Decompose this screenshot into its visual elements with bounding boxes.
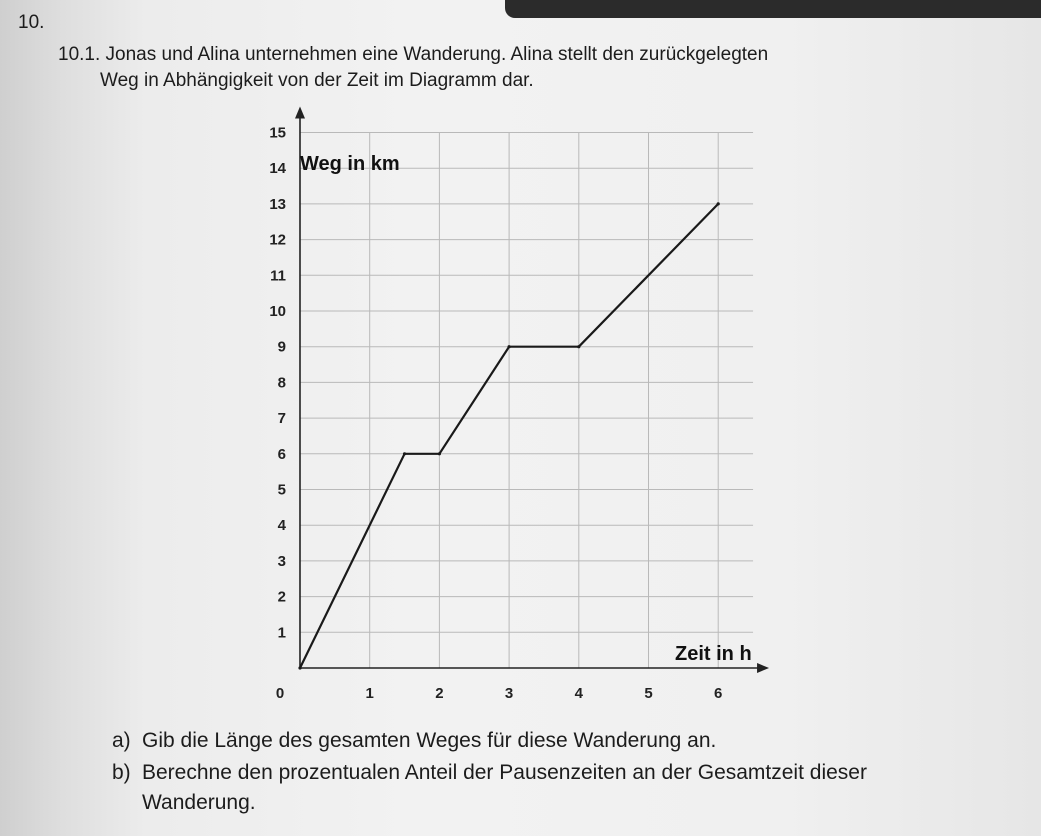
exercise-number: 10. [18,12,45,33]
x-tick-label: 0 [275,685,285,702]
intro-line-2: Weg in Abhängigkeit von der Zeit im Diagramm dar. [100,70,534,91]
y-tick-label: 11 [270,267,286,285]
series-point [298,666,301,669]
y-tick-label: 9 [277,338,286,356]
x-axis-arrow [757,663,769,673]
y-tick-label: 14 [269,160,286,178]
series-point [717,202,720,205]
task-a [112,726,716,756]
intro-line-1: 10.1. Jonas und Alina unternehmen eine Wanderung. Alina stellt den zurückgelegten [58,44,769,65]
y-tick-label: 7 [277,410,286,428]
y-tick-label: 15 [269,124,286,142]
series-point [403,452,406,455]
y-tick-label: 2 [277,588,286,606]
task-b-text: Berechne den prozentualen Anteil der Pausenzeiten an der Gesamtzeit dieser [142,761,867,784]
y-tick-label: 4 [277,517,286,535]
y-axis-label: Weg in km [300,153,400,175]
y-tick-label: 12 [269,231,286,249]
chart-grid [300,133,753,669]
task-b-label: b) [112,761,131,784]
x-tick-label: 3 [504,685,514,702]
task-a-text: Gib die Länge des gesamten Weges für diese Wanderung an. [142,729,717,752]
y-tick-label: 13 [269,195,286,213]
series-point [577,345,580,348]
chart-axes [295,107,769,674]
y-tick-label: 3 [277,552,286,570]
series-point [438,452,441,455]
task-b [112,758,952,818]
y-tick-label: 5 [277,481,286,499]
y-tick-label: 8 [277,374,286,392]
task-a-label: a) [112,729,131,752]
x-tick-label: 1 [365,685,374,702]
x-axis-label: Zeit in h [675,643,752,665]
y-tick-label: 6 [277,445,286,463]
y-tick-label: 1 [277,624,286,642]
x-tick-label: 6 [714,685,723,702]
x-tick-label: 4 [574,685,583,702]
task-b-text-continued: Wanderung. [142,791,256,814]
series-point [508,345,511,348]
y-tick-label: 10 [269,303,286,320]
chart-ticks [269,125,722,703]
y-axis-arrow [295,107,305,119]
x-tick-label: 5 [644,685,653,702]
x-tick-label: 2 [435,685,444,702]
